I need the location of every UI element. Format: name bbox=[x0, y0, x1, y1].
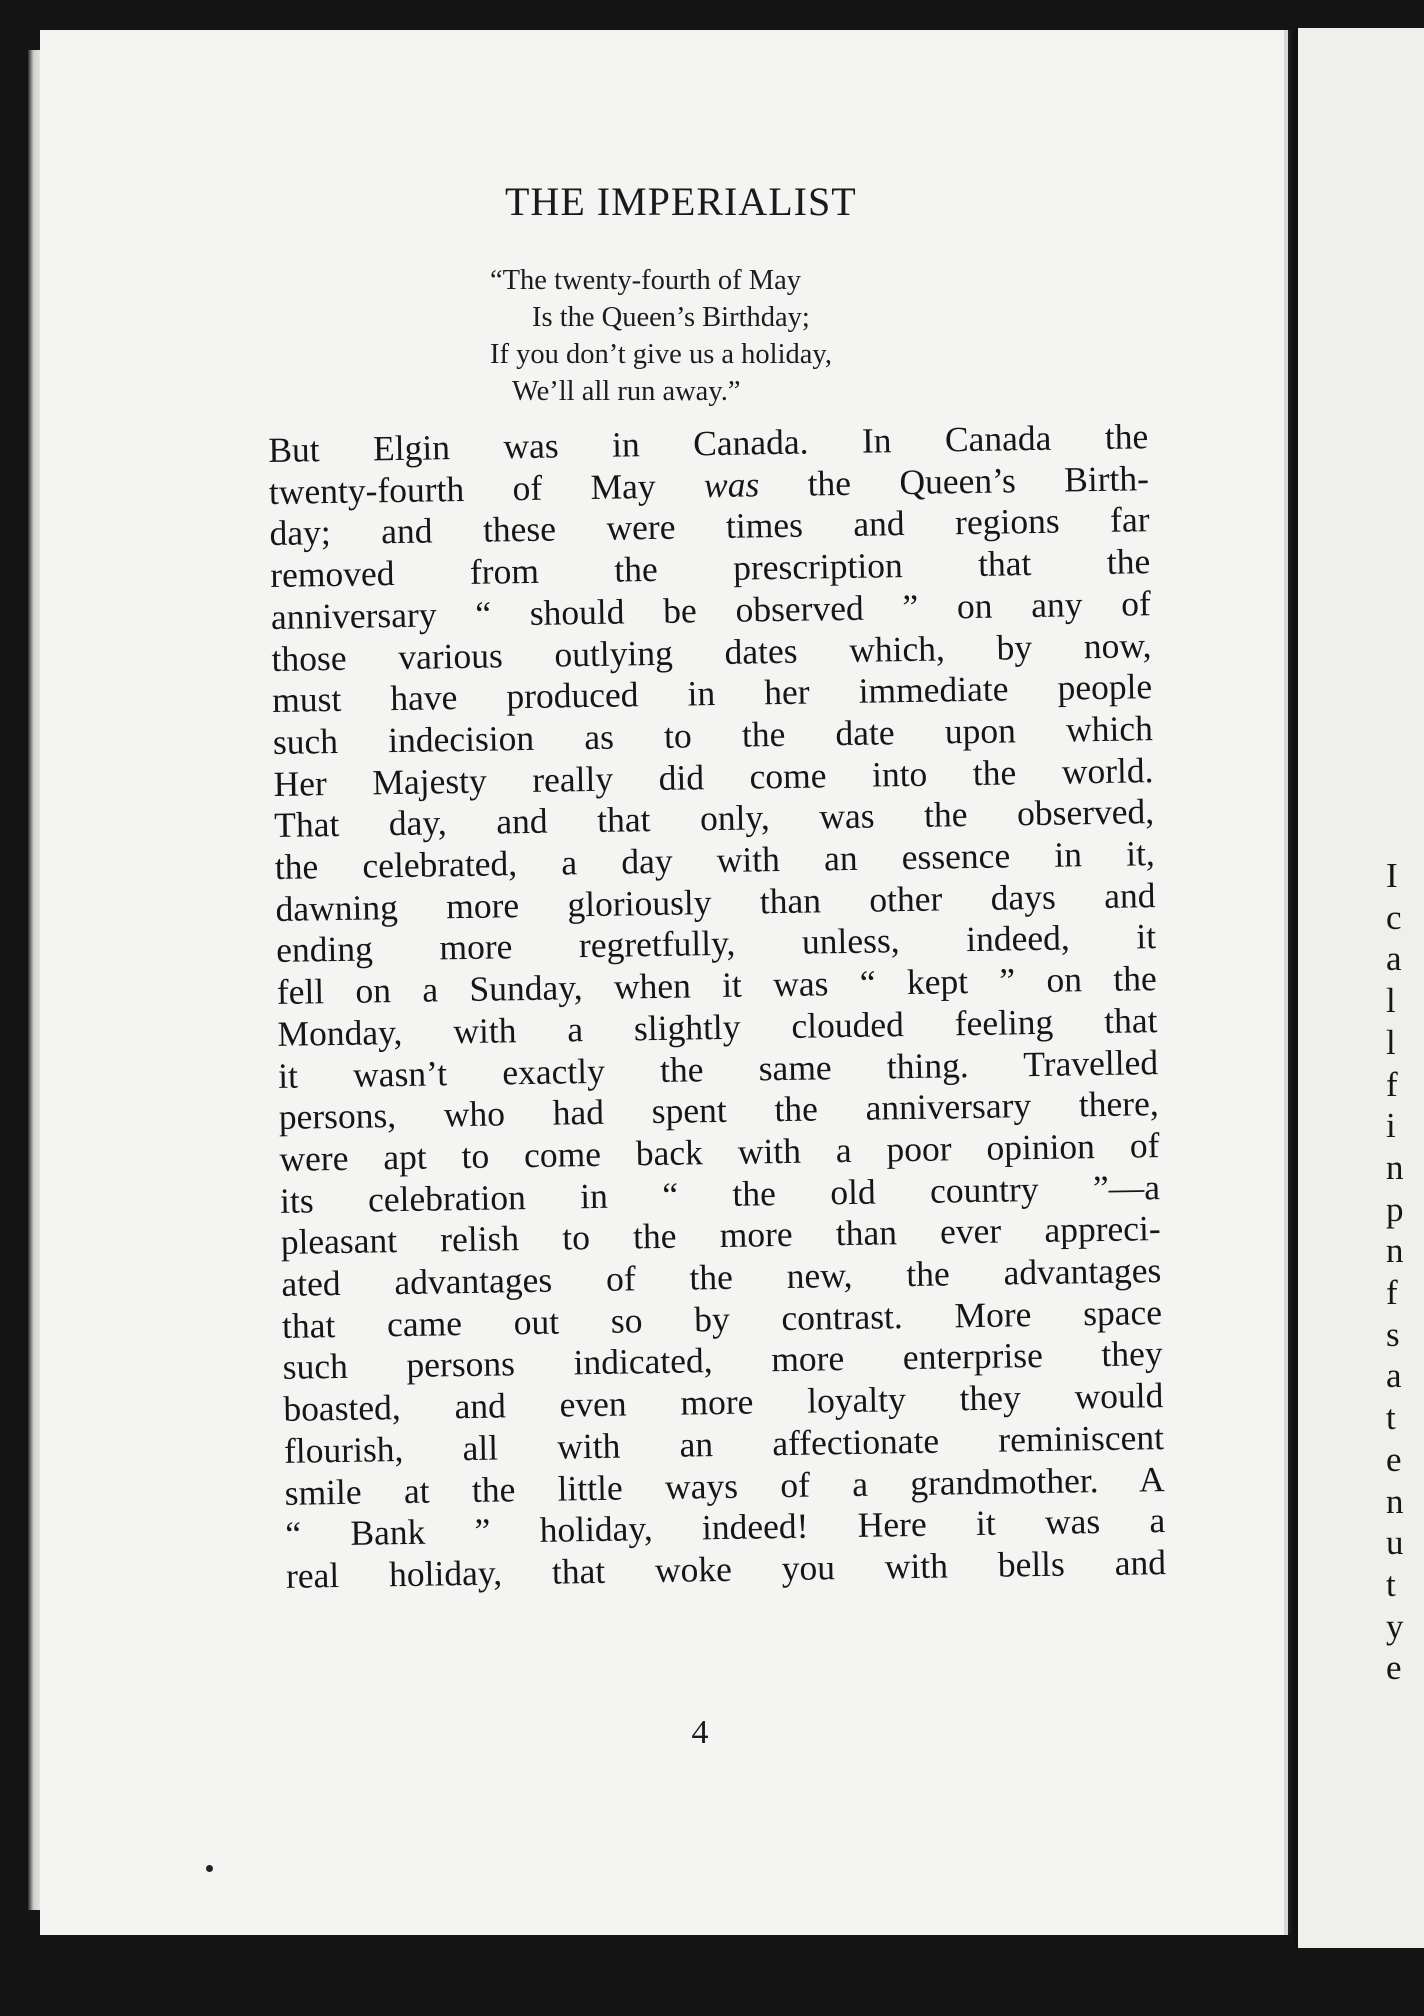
epigraph-line: If you don’t give us a holiday, bbox=[490, 339, 832, 370]
text-line: twenty-fourth of May was the Queen’s Birth- bbox=[268, 457, 1150, 512]
epigraph-line: We’ll all run away.” bbox=[512, 376, 741, 407]
text-line: ated advantages of the new, the advantages bbox=[281, 1250, 1162, 1304]
fragment-letter: I bbox=[1386, 856, 1398, 895]
text-line: were apt to come back with a poor opinion of bbox=[279, 1125, 1160, 1179]
fragment-letter: i bbox=[1386, 1106, 1396, 1146]
text-line: Monday, with a slightly clouded feeling that bbox=[277, 999, 1158, 1054]
text-line: boasted, and even more loyalty they would bbox=[283, 1375, 1164, 1430]
fragment-letter: l bbox=[1386, 1022, 1396, 1062]
text-line: ending more regretfully, unless, indeed, it bbox=[275, 916, 1157, 971]
body-paragraph bbox=[268, 416, 1166, 1597]
fragment-letter: t bbox=[1386, 1564, 1396, 1604]
fragment-letter: e bbox=[1386, 1648, 1402, 1688]
text-line: pleasant relish to the more than ever appreci- bbox=[280, 1208, 1161, 1263]
facing-page-text bbox=[1386, 855, 1424, 1689]
text-line: day; and these were times and regions far bbox=[269, 499, 1150, 554]
fragment-letter: a bbox=[1386, 939, 1402, 979]
text-line: But Elgin was in Canada. In Canada the bbox=[268, 416, 1149, 470]
emphasis-was: was bbox=[703, 463, 760, 505]
text-line: persons, who had spent the anniversary there, bbox=[278, 1083, 1160, 1138]
page-number: 4 bbox=[691, 1714, 709, 1751]
text-line: Her Majesty really did come into the world. bbox=[273, 749, 1154, 804]
text-line: anniversary “ should be observed ” on any of bbox=[270, 582, 1152, 637]
text-line: such indecision as to the date upon which bbox=[272, 708, 1154, 762]
text-line: such persons indicated, more enterprise they bbox=[282, 1333, 1163, 1388]
epigraph-line: Is the Queen’s Birthday; bbox=[532, 302, 810, 333]
fragment-letter: f bbox=[1386, 1064, 1398, 1104]
text-line: must have produced in her immediate people bbox=[271, 666, 1153, 721]
text-line: dawning more gloriously than other days and bbox=[275, 874, 1156, 929]
fragment-letter: n bbox=[1386, 1147, 1404, 1187]
text-line: fell on a Sunday, when it was “ kept ” on the bbox=[276, 958, 1158, 1013]
fragment-letter: f bbox=[1386, 1273, 1398, 1313]
fragment-letter: p bbox=[1386, 1189, 1404, 1229]
epigraph-line: “The twenty-fourth of May bbox=[490, 265, 802, 296]
text-line: flourish, all with an affectionate reminiscent bbox=[283, 1416, 1165, 1471]
text-line: the celebrated, a day with an essence in it, bbox=[274, 833, 1156, 887]
fragment-letter: n bbox=[1386, 1481, 1404, 1521]
fragment-letter: e bbox=[1386, 1439, 1402, 1479]
text-line: that came out so by contrast. More space bbox=[281, 1291, 1163, 1346]
text-line: smile at the little ways of a grandmother. A bbox=[284, 1458, 1165, 1513]
fragment-letter: t bbox=[1386, 1398, 1396, 1438]
fragment-letter: u bbox=[1386, 1523, 1404, 1563]
text-line: “ Bank ” holiday, indeed! Here it was a bbox=[285, 1500, 1166, 1555]
fragment-letter: s bbox=[1386, 1314, 1400, 1354]
fragment-letter: n bbox=[1386, 1231, 1404, 1271]
running-head: THE IMPERIALIST bbox=[505, 179, 857, 224]
text-line: removed from the prescription that the bbox=[269, 541, 1151, 596]
ink-speck bbox=[206, 1865, 213, 1872]
fragment-letter: y bbox=[1386, 1606, 1404, 1646]
fragment-letter: c bbox=[1386, 897, 1402, 937]
text-line: those various outlying dates which, by now, bbox=[271, 624, 1152, 679]
text-line: its celebration in “ the old country ”—a bbox=[279, 1166, 1161, 1221]
text-line: real holiday, that woke you with bells and bbox=[285, 1542, 1167, 1596]
fragment-letter: l bbox=[1386, 981, 1396, 1021]
text-line: That day, and that only, was the observed, bbox=[273, 791, 1155, 846]
epigraph bbox=[490, 262, 1010, 410]
text-line: it wasn’t exactly the same thing. Travelled bbox=[277, 1041, 1159, 1096]
fragment-letter: a bbox=[1386, 1356, 1402, 1396]
